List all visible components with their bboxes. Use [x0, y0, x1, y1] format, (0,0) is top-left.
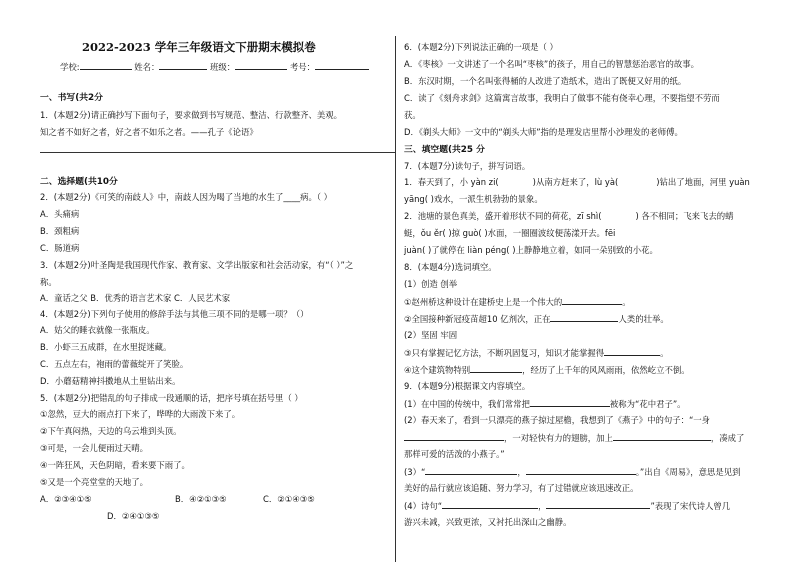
q5-sentence-1: ①忽然，豆大的雨点打下来了，哗哗的大雨泼下来了。 [40, 409, 241, 419]
q2-option-c[interactable]: C．肠道病 [40, 243, 80, 253]
q8-sentence-3: ③只有掌握记忆方法，不断巩固复习，知识才能掌握得 。 [404, 348, 669, 358]
q8-s2-end: 人类的壮举。 [618, 314, 669, 324]
q7-line-4: 蜓，ǒu ěr( )掠 guò( )水面，一圈圈波纹便荡漾开去。fēi [404, 228, 616, 238]
q9-blank-7[interactable] [546, 500, 650, 509]
q8-s2-text: ②全国接种新冠疫苗超10 亿剂次，正在 [404, 314, 551, 324]
q9-blank-2[interactable] [404, 432, 504, 441]
q8-blank-4[interactable] [470, 364, 522, 373]
q8-words-1: (1）创造 创举 [404, 279, 458, 289]
q7-line-3 [404, 211, 734, 222]
class-blank[interactable] [235, 61, 287, 70]
q5-option-d[interactable]: D．②④①③⑤ [107, 511, 160, 521]
q4-option-d[interactable]: D．小蘑菇精神抖擞地从土里钻出来。 [40, 376, 181, 386]
q9-text: 9．(本题9分)根据课文内容填空。 [404, 381, 531, 391]
q9-item-3-cont: 美好的品行就应该追随、努力学习，有了过错就应该迅速改正。 [404, 483, 639, 493]
q8-sentence-2 [404, 313, 669, 325]
q8-words-2: (2）坚固 牢固 [404, 330, 458, 340]
q7-l3-b: ) 各不相同；飞来飞去的蜻 [635, 211, 734, 221]
class-label: 班级： [210, 62, 236, 72]
section-writing: 一、书写(共2分 [40, 93, 103, 103]
q1-sentence: 知之者不如好之者，好之者不如乐之者。——孔子《论语》 [40, 127, 258, 137]
q2-option-b[interactable]: B．颈粗病 [40, 226, 80, 236]
q6-option-d[interactable]: D．《剃头大师》一文中的“剃头大师”指的是理发店里帮小沙理发的老师傅。 [404, 127, 683, 137]
q4-text: 4．(本题2分)下列句子使用的修辞手法与其他三项不同的是哪一项？（） [40, 309, 309, 319]
section-fill: 三、填空题(共25 分 [404, 145, 485, 155]
q9-item-2-end: 那样可爱的活泼的小燕子。” [404, 449, 505, 459]
q8-blank-3[interactable] [604, 347, 660, 356]
q8-s4-end: ，经历了上千年的风风雨雨，依然屹立不倒。 [522, 365, 690, 375]
q7-line-2: yāng( )戏水，一派生机勃勃的景象。 [404, 194, 543, 204]
q7-l1-a: 1．春天到了，小 yàn zi( [404, 177, 499, 187]
right-column [394, 0, 794, 562]
q9-item-2-cont [404, 432, 744, 444]
q8-sentence-4 [404, 364, 690, 376]
name-blank[interactable] [159, 61, 207, 70]
q5-sentence-3: ③可是，一会儿便雨过天晴。 [40, 443, 149, 453]
q5-option-b[interactable]: B．④②①③⑤ [175, 494, 227, 504]
q9-2-mid: ，一对轻快有力的翅膀，加上 [504, 433, 613, 443]
q6-option-c[interactable]: C．读了《刻舟求剑》这篇寓言故事，我明白了做事不能有侥幸心理，不要指望不劳而 [404, 93, 720, 103]
q3-options[interactable]: A．童话之父 B．优秀的语言艺术家 C．人民艺术家 [40, 293, 231, 303]
q8-text: 8．(本题4分)选词填空。 [404, 262, 497, 272]
school-blank[interactable] [80, 61, 132, 70]
exam-no-label: 考号： [289, 62, 315, 72]
q8-s4-text: ④这个建筑物特别 [404, 365, 471, 375]
q9-4-comma: ， [538, 501, 547, 511]
q8-sentence-1: ①赵州桥这种设计在建桥史上是一个伟大的 。 [404, 297, 631, 307]
q6-text: 6．(本题2分)下列说法正确的一项是（ ） [404, 42, 558, 52]
q5-sentence-5: ⑤又是一个亮堂堂的天地了。 [40, 477, 149, 487]
q9-item-4-cont: 游兴未减，兴致更浓，又衬托出深山之幽静。 [404, 517, 572, 527]
q9-blank-4[interactable] [425, 466, 517, 475]
q9-item-3: (3）“ ， 。”出自《周易》，意思是见到 [404, 467, 741, 477]
q7-text: 7．(本题7分)读句子，拼写词语。 [404, 161, 531, 171]
q9-blank-1[interactable] [530, 398, 610, 407]
q4-option-b[interactable]: B．小虾三五成群，在水里捉迷藏。 [40, 342, 172, 352]
name-label: 姓名： [134, 62, 160, 72]
q3-text-end: 称。 [40, 277, 57, 287]
q1-writing-line[interactable] [40, 152, 395, 153]
q7-line-1 [404, 177, 750, 188]
q7-l1-c: )钻出了地面，河里 yuàn [656, 177, 750, 187]
q9-blank-5[interactable] [526, 466, 636, 475]
q4-option-c[interactable]: C．五点左右，袍雨的蕾薇绽开了笑脸。 [40, 359, 189, 369]
q4-option-a[interactable]: A．姑父的睡衣就像一张瓶皮。 [40, 325, 155, 335]
q7-l1-b: )从南方赶来了，lù yà( [532, 177, 619, 187]
q9-4-end: ”表现了宋代诗人曾几 [650, 501, 731, 511]
q5-text: 5．(本题2分)把错乱的句子排成一段通顺的话，把序号填在括号里（ ） [40, 393, 303, 403]
q2-option-a[interactable]: A．头痛病 [40, 209, 80, 219]
info-line [60, 61, 369, 73]
q9-2-end: ，凑成了 [710, 433, 745, 443]
q5-sentence-2: ②下午真闷热，天边的乌云堆到头顶。 [40, 426, 182, 436]
section-choice: 二、选择题(共10分 [40, 177, 118, 187]
q6-option-c-cont: 获。 [404, 110, 421, 120]
q2-text: 2．(本题2分)《可笑的南歧人》中，南歧人因为喝了当地的水生了____病。（ ） [40, 192, 333, 202]
q8-s1-text: ①赵州桥这种设计在建桥史上是一个伟大的 [404, 297, 563, 307]
q1-text: 1．(本题2分)请正确抄写下面句子，要求做到书写规范、整洁、行款整齐、美观。 [40, 110, 342, 120]
q5-option-a[interactable]: A．②③④①⑤ [40, 494, 92, 504]
q6-option-a[interactable]: A．《枣核》一文讲述了一个名叫“枣核”的孩子，用自己的智慧惩治恶官的故事。 [404, 59, 699, 69]
q9-item-4 [404, 500, 730, 512]
q5-option-c[interactable]: C．②①④③⑤ [263, 494, 315, 504]
page-title: 2022-2023 学年三年级语文下册期末模拟卷 [82, 40, 316, 54]
q9-4-text: (4）诗句“ [404, 501, 443, 511]
q9-1-end: 被称为“花中君子”。 [609, 399, 686, 409]
q9-3-text: (3）“ [404, 467, 426, 477]
q3-text: 3．(本题2分)叶圣陶是我国现代作家、教育家、文学出版家和社会活动家，有“（ ）”之 [40, 260, 354, 270]
exam-no-blank[interactable] [315, 61, 369, 70]
q6-option-b[interactable]: B．东汉时期，一个名叫张得桶的人改进了造纸术，造出了既便又好用的纸。 [404, 76, 687, 86]
q9-3-end: 。”出自《周易》，意思是见到 [635, 467, 741, 477]
q8-s3-text: ③只有掌握记忆方法，不断巩固复习，知识才能掌握得 [404, 348, 605, 358]
q9-blank-3[interactable] [613, 432, 711, 441]
q9-1-text: (1）在中国的传统中，我们常常把 [404, 399, 530, 409]
q8-blank-1[interactable] [562, 296, 622, 305]
q9-item-1 [404, 398, 686, 410]
q7-line-5: juàn( )了就停在 liàn péng( )上静静地立着，如同一朵别致的小花。 [404, 245, 658, 255]
q9-item-2: (2）春天来了，看到一只漂亮的燕子掠过屋檐，我想到了《燕子》中的句子：“一身 [404, 415, 711, 425]
q9-blank-6[interactable] [442, 500, 538, 509]
school-label: 学校: [60, 62, 80, 72]
q7-l3-a: 2．池塘的景色真美，盛开着形状不同的荷花，zī shì( [404, 211, 602, 221]
q5-sentence-4: ④一阵狂风，天色阴暗，看来要下雨了。 [40, 460, 190, 470]
q8-blank-2[interactable] [550, 313, 618, 322]
